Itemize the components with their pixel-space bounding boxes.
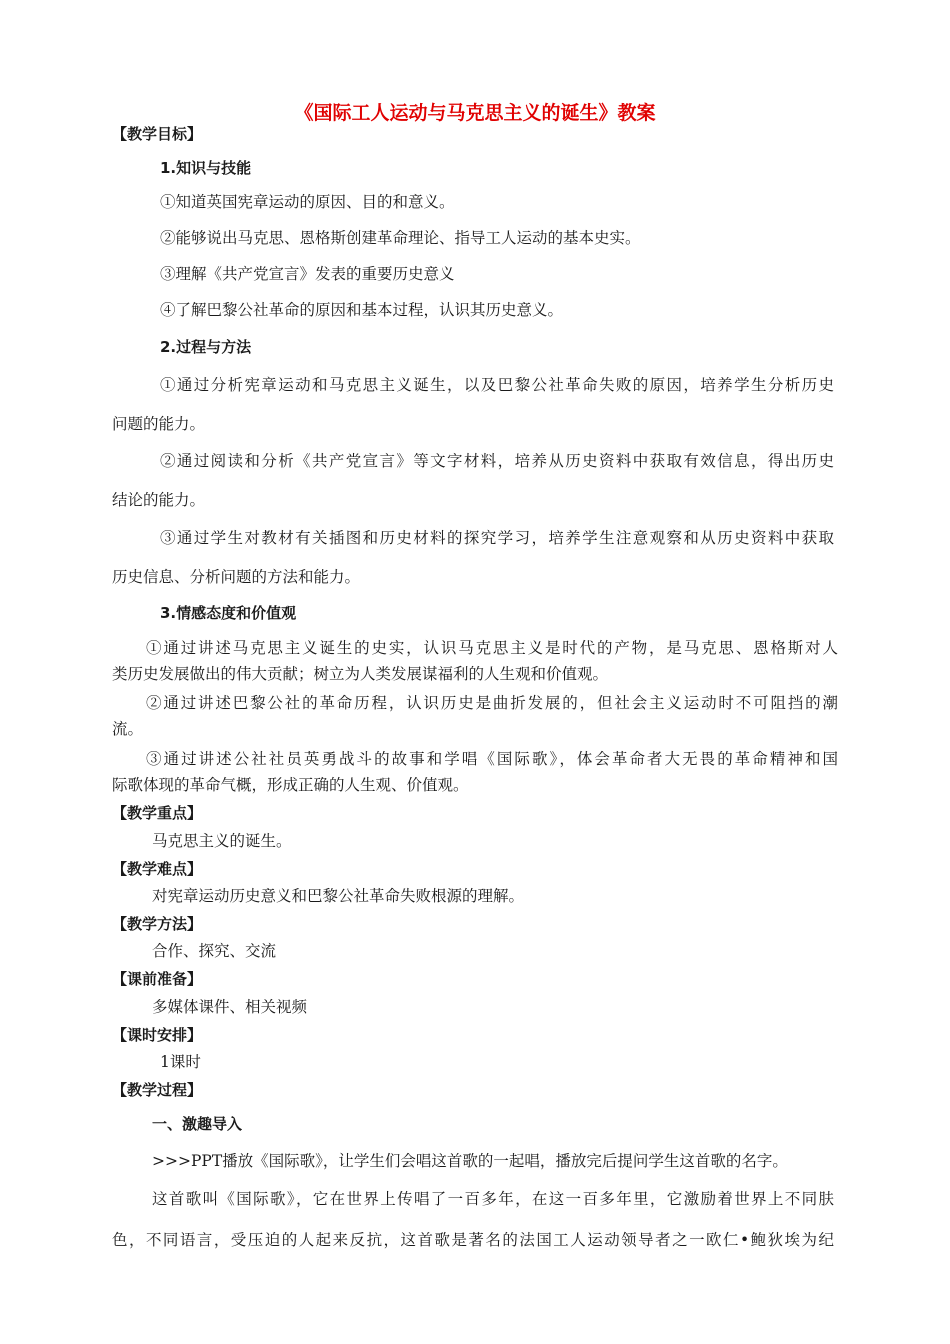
page-title: 《国际工人运动与马克思主义的诞生》教案 bbox=[294, 102, 656, 124]
process-method-heading: 2.过程与方法 bbox=[160, 338, 252, 356]
ppt-instruction: >>>PPT播放《国际歌》，让学生们会唱这首歌的一起唱，播放完后提问学生这首歌的名字。 bbox=[152, 1152, 788, 1170]
process-method-para-3-line-1: ③通过学生对教材有关插图和历史材料的探究学习，培养学生注意观察和从历史资料中获取 bbox=[160, 529, 834, 547]
process-method-para-2-line-1: ②通过阅读和分析《共产党宣言》等文字材料，培养从历史资料中获取有效信息，得出历史 bbox=[160, 452, 834, 470]
process-method-para-1-line-1: ①通过分析宪章运动和马克思主义诞生，以及巴黎公社革命失败的原因，培养学生分析历史 bbox=[160, 376, 834, 394]
process-method-para-3-line-2: 历史信息、分析问题的方法和能力。 bbox=[112, 568, 361, 586]
attitude-para-2-line-2: 流。 bbox=[112, 720, 144, 738]
knowledge-item-1: ①知道英国宪章运动的原因、目的和意义。 bbox=[160, 193, 455, 211]
attitude-para-2-line-1: ②通过讲述巴黎公社的革命历程，认识历史是曲折发展的，但社会主义运动时不可阻挡的潮 bbox=[146, 694, 838, 712]
intro-para-line-1: 这首歌叫《国际歌》，它在世界上传唱了一百多年，在这一百多年里，它激励着世界上不同肤 bbox=[152, 1190, 834, 1208]
intro-para-line-2: 色，不同语言，受压迫的人起来反抗，这首歌是著名的法国工人运动领导者之一欧仁•鲍狄埃为纪 bbox=[112, 1231, 834, 1249]
attitude-para-1-line-1: ①通过讲述马克思主义诞生的史实，认识马克思主义是时代的产物，是马克思、恩格斯对人 bbox=[146, 639, 838, 657]
knowledge-heading: 1.知识与技能 bbox=[160, 159, 252, 177]
schedule-text: 1课时 bbox=[160, 1053, 201, 1071]
knowledge-item-4: ④了解巴黎公社革命的原因和基本过程，认识其历史意义。 bbox=[160, 301, 564, 319]
attitude-para-1-line-2: 类历史发展做出的伟大贡献；树立为人类发展谋福利的人生观和价值观。 bbox=[112, 665, 609, 683]
section-1-heading: 一、激趣导入 bbox=[152, 1115, 243, 1133]
attitude-para-3-line-1: ③通过讲述公社社员英勇战斗的故事和学唱《国际歌》，体会革命者大无畏的革命精神和国 bbox=[146, 750, 838, 768]
knowledge-item-2: ②能够说出马克思、恩格斯创建革命理论、指导工人运动的基本史实。 bbox=[160, 229, 641, 247]
process-method-para-1-line-2: 问题的能力。 bbox=[112, 415, 206, 433]
attitude-heading: 3.情感态度和价值观 bbox=[160, 604, 297, 622]
schedule-heading: 【课时安排】 bbox=[112, 1026, 203, 1044]
goals-heading: 【教学目标】 bbox=[112, 125, 203, 143]
knowledge-item-3: ③理解《共产党宣言》发表的重要历史意义 bbox=[160, 265, 455, 283]
attitude-para-3-line-2: 际歌体现的革命气概，形成正确的人生观、价值观。 bbox=[112, 776, 469, 794]
difficulty-heading: 【教学难点】 bbox=[112, 860, 203, 878]
preparation-text: 多媒体课件、相关视频 bbox=[152, 998, 308, 1016]
preparation-heading: 【课前准备】 bbox=[112, 970, 203, 988]
method-text: 合作、探究、交流 bbox=[152, 942, 277, 960]
key-point-heading: 【教学重点】 bbox=[112, 804, 203, 822]
difficulty-text: 对宪章运动历史意义和巴黎公社革命失败根源的理解。 bbox=[152, 887, 525, 905]
key-point-text: 马克思主义的诞生。 bbox=[152, 832, 292, 850]
process-method-para-2-line-2: 结论的能力。 bbox=[112, 491, 206, 509]
method-heading: 【教学方法】 bbox=[112, 915, 203, 933]
teaching-process-heading: 【教学过程】 bbox=[112, 1081, 203, 1099]
